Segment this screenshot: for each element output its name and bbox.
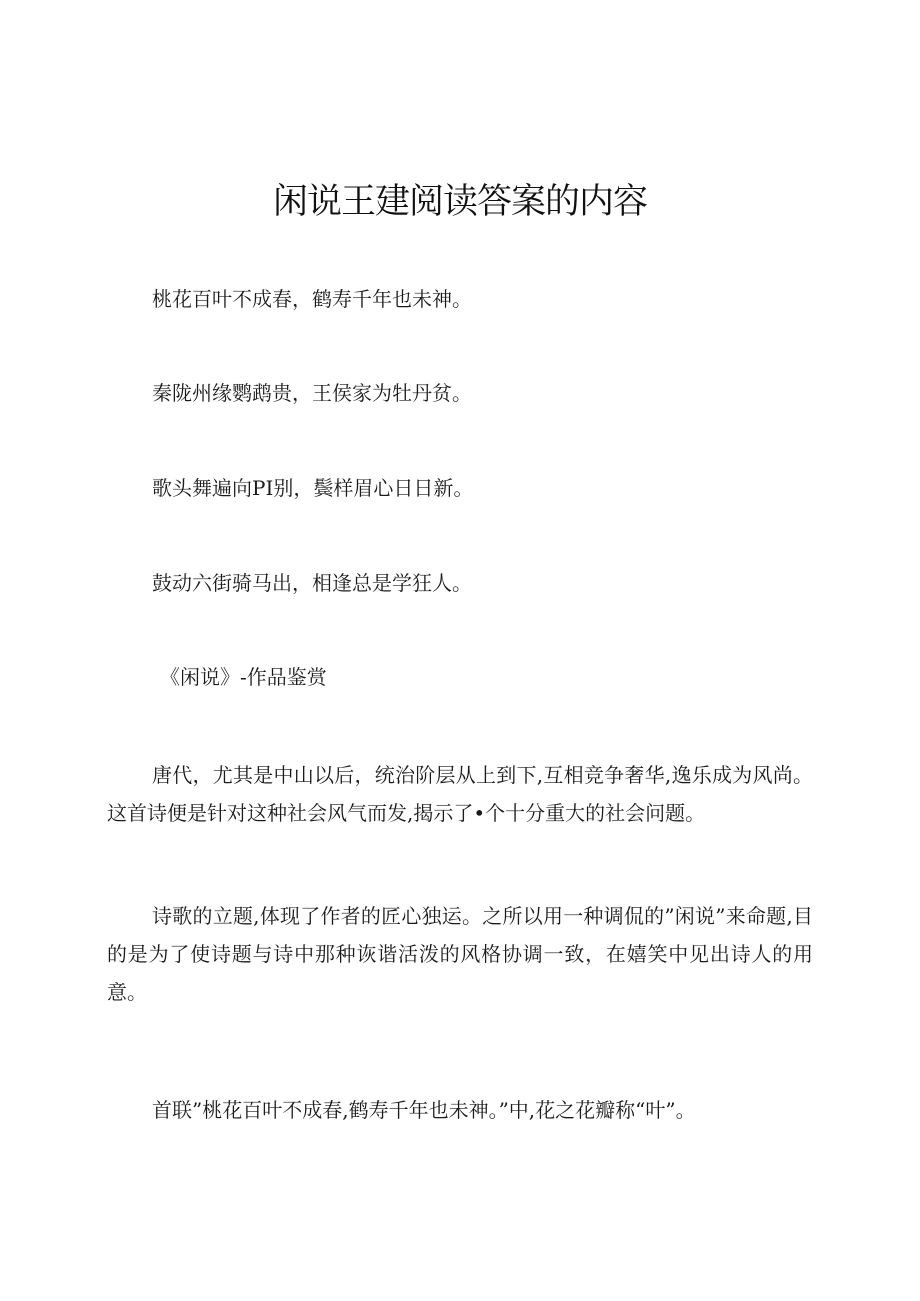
section-subheading: 《闲说》-作品鉴赏	[160, 665, 327, 689]
body-paragraph: 唐代，尤其是中山以后，统治阶层从上到下,互相竞争奢华,逸乐成为风尚。这首诗便是针对这种社会风气而发,揭示了•个十分重大的社会问题。	[107, 763, 813, 825]
document-title: 闲说王建阅读答案的内容	[272, 182, 647, 222]
body-paragraph: 诗歌的立题,体现了作者的匠心独运。之所以用一种调侃的”闲说”来命题,目的是为了使诗题与诗中那种诙谐活泼的风格协调一致，在嬉笑中见出诗人的用意。	[107, 904, 813, 1004]
body-paragraph: 首联”桃花百叶不成春,鹤寿千年也未神。”中,花之花瓣称“叶”。	[152, 1098, 696, 1122]
poem-line: 秦陇州缘鹦鹉贵，王侯家为牡丹贫。	[152, 381, 472, 405]
poem-line: 桃花百叶不成春，鹤寿千年也未神。	[152, 287, 472, 311]
poem-line: 鼓动六街骑马出，相逢总是学狂人。	[152, 571, 472, 595]
poem-line: 歌头舞遍向PI别，鬓样眉心日日新。	[152, 476, 474, 500]
